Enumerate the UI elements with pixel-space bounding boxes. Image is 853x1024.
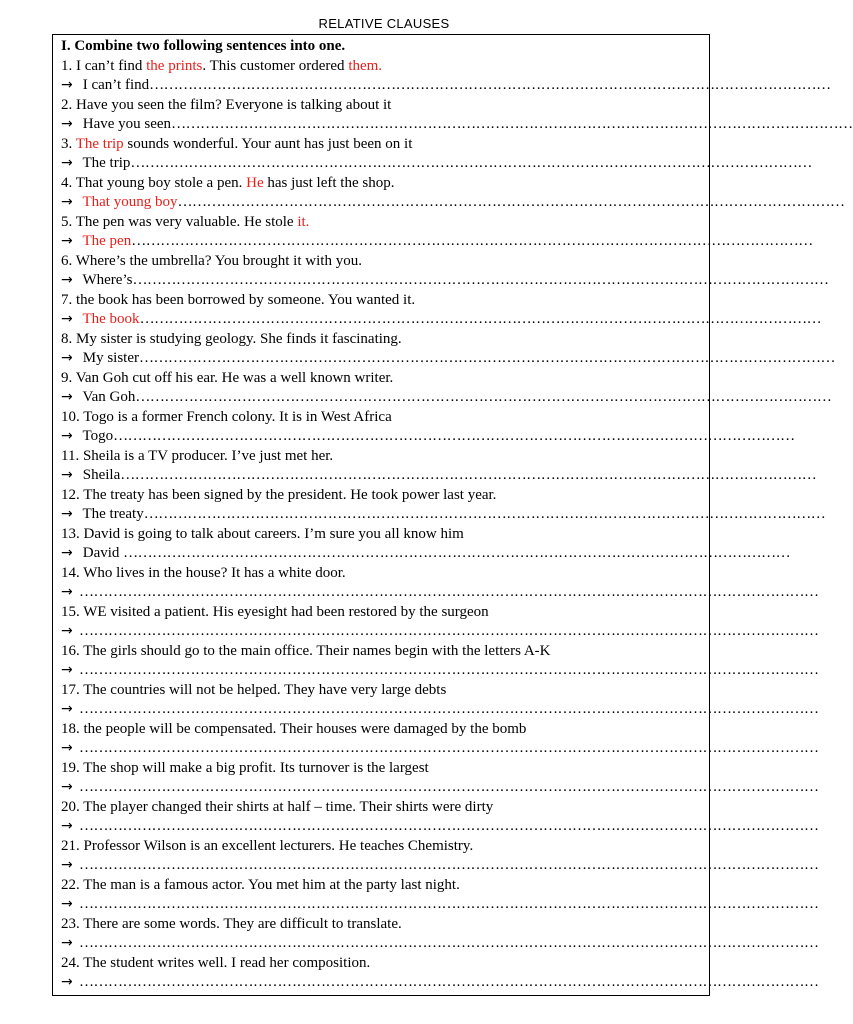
exercise-question-1: [61, 57, 709, 77]
answer-line-8[interactable]: [61, 349, 835, 369]
answer-blank[interactable]: ……………………………………………………………………………………………………………………………: [131, 233, 813, 249]
exercise-question-24: [61, 954, 709, 974]
text-segment: I can’t find: [79, 77, 150, 93]
arrow-right-icon: →: [61, 194, 73, 210]
text-segment: 16. The girls should go to the main office. Their names begin with the letters A-K: [61, 642, 551, 659]
text-segment: 19. The shop will make a big profit. Its turnover is the largest: [61, 759, 429, 776]
exercise-list: [61, 57, 853, 993]
text-segment: Van Goh: [79, 389, 136, 405]
text-segment: 11. Sheila is a TV producer. I’ve just met her.: [61, 447, 334, 464]
answer-blank[interactable]: ………………………………………………………………………………………………………………………………………: [79, 857, 819, 873]
answer-line-24[interactable]: [61, 973, 819, 993]
arrow-right-icon: →: [61, 77, 73, 93]
answer-line-21[interactable]: [61, 856, 819, 876]
exercise-question-12: [61, 486, 709, 506]
text-segment: 3.: [61, 135, 76, 152]
answer-line-9[interactable]: [61, 388, 832, 408]
exercise-question-20: [61, 798, 709, 818]
exercise-question-2: [61, 96, 709, 116]
text-segment: Togo: [79, 428, 114, 444]
text-segment: 15. WE visited a patient. His eyesight had been restored by the surgeon: [61, 603, 489, 620]
answer-blank[interactable]: ………………………………………………………………………………………………………………………………………: [79, 818, 819, 834]
answer-line-3[interactable]: [61, 154, 812, 174]
answer-line-13[interactable]: [61, 544, 791, 564]
answer-blank[interactable]: ……………………………………………………………………………………………………………………………: [139, 311, 822, 327]
text-segment: 18. the people will be compensated. Their houses were damaged by the bomb: [61, 720, 527, 737]
arrow-right-icon: →: [61, 701, 73, 717]
arrow-right-icon: →: [61, 233, 73, 249]
answer-line-16[interactable]: [61, 661, 819, 681]
answer-blank[interactable]: ………………………………………………………………………………………………………………………………………: [79, 584, 819, 600]
answer-line-1[interactable]: [61, 76, 831, 96]
answer-blank[interactable]: ………………………………………………………………………………………………………………………………………: [79, 974, 819, 990]
arrow-right-icon: →: [61, 974, 73, 990]
text-segment: 5. The pen was very valuable. He stole: [61, 213, 298, 230]
answer-line-6[interactable]: [61, 271, 829, 291]
arrow-right-icon: →: [61, 545, 73, 561]
exercise-question-18: [61, 720, 709, 740]
answer-line-10[interactable]: [61, 427, 795, 447]
answer-blank[interactable]: ……………………………………………………………………………………………………………………………: [130, 155, 812, 171]
answer-blank[interactable]: ………………………………………………………………………………………………………………………………………: [79, 935, 819, 951]
arrow-right-icon: →: [61, 818, 73, 834]
exercise-question-21: [61, 837, 709, 857]
exercise-question-11: [61, 447, 709, 467]
highlighted-text: That young boy: [82, 194, 178, 210]
text-segment: 7. the book has been borrowed by someone. You wanted it.: [61, 291, 416, 308]
text-segment: 20. The player changed their shirts at half – time. Their shirts were dirty: [61, 798, 494, 815]
arrow-right-icon: →: [61, 311, 73, 327]
text-segment: has just left the shop.: [263, 174, 395, 191]
answer-blank[interactable]: ………………………………………………………………………………………………………………………………: [132, 272, 829, 288]
exercise-question-7: [61, 291, 709, 311]
exercise-question-3: [61, 135, 709, 155]
arrow-right-icon: →: [61, 506, 73, 522]
exercise-question-10: [61, 408, 709, 428]
arrow-right-icon: →: [61, 272, 73, 288]
exercise-question-4: [61, 174, 709, 194]
text-segment: My sister: [79, 350, 139, 366]
arrow-right-icon: →: [61, 584, 73, 600]
answer-blank[interactable]: ………………………………………………………………………………………………………………………………: [135, 389, 832, 405]
text-segment: sounds wonderful. Your aunt has just been on it: [123, 135, 413, 152]
exercise-question-22: [61, 876, 709, 896]
exercise-question-5: [61, 213, 709, 233]
arrow-right-icon: →: [61, 623, 73, 639]
text-segment: David: [79, 545, 124, 561]
exercise-question-19: [61, 759, 709, 779]
answer-blank[interactable]: ………………………………………………………………………………………………………………………………………: [79, 662, 819, 678]
answer-blank[interactable]: ………………………………………………………………………………………………………………………………………: [79, 779, 819, 795]
text-segment: 1. I can’t find: [61, 57, 147, 74]
arrow-right-icon: →: [61, 740, 73, 756]
page-title: RELATIVE CLAUSES: [318, 16, 450, 31]
text-segment: Sheila: [79, 467, 121, 483]
text-segment: 2. Have you seen the film? Everyone is talking about it: [61, 96, 392, 113]
text-segment: 22. The man is a famous actor. You met him at the party last night.: [61, 876, 460, 893]
exercise-question-17: [61, 681, 709, 701]
text-segment: 4. That young boy stole a pen.: [61, 174, 247, 191]
exercise-question-15: [61, 603, 709, 623]
highlighted-text: the prints: [146, 57, 203, 74]
answer-blank[interactable]: …………………………………………………………………………………………………………………………: [123, 545, 791, 561]
text-segment: 23. There are some words. They are difficult to translate.: [61, 915, 402, 932]
arrow-right-icon: →: [61, 350, 73, 366]
answer-blank[interactable]: ………………………………………………………………………………………………………………………………: [139, 350, 835, 366]
text-segment: 6. Where’s the umbrella? You brought it with you.: [61, 252, 362, 269]
arrow-right-icon: →: [61, 935, 73, 951]
arrow-right-icon: →: [61, 662, 73, 678]
exercise-question-14: [61, 564, 709, 584]
arrow-right-icon: →: [61, 779, 73, 795]
answer-line-2[interactable]: [61, 115, 853, 135]
answer-line-4[interactable]: [61, 193, 845, 213]
arrow-right-icon: →: [61, 389, 73, 405]
answer-line-7[interactable]: [61, 310, 822, 330]
worksheet-box: [52, 34, 853, 996]
answer-blank[interactable]: ……………………………………………………………………………………………………………………………: [143, 506, 826, 522]
answer-line-19[interactable]: [61, 778, 819, 798]
answer-line-17[interactable]: [61, 700, 819, 720]
arrow-right-icon: →: [61, 155, 73, 171]
section-heading: I. Combine two following sentences into one.: [61, 38, 346, 54]
answer-line-20[interactable]: [61, 817, 819, 837]
arrow-right-icon: →: [61, 857, 73, 873]
exercise-question-8: [61, 330, 709, 350]
answer-blank[interactable]: ………………………………………………………………………………………………………………………………………: [79, 701, 819, 717]
answer-blank[interactable]: …………………………………………………………………………………………………………………………: [177, 194, 845, 210]
text-segment: 24. The student writes well. I read her composition.: [61, 954, 371, 971]
text-segment: . This customer ordered: [202, 57, 349, 74]
exercise-question-13: [61, 525, 709, 545]
arrow-right-icon: →: [61, 467, 73, 483]
exercise-question-9: [61, 369, 709, 389]
highlighted-text: The pen: [82, 233, 132, 249]
answer-blank[interactable]: ………………………………………………………………………………………………………………………………………: [79, 740, 819, 756]
answer-blank[interactable]: ……………………………………………………………………………………………………………………………: [113, 428, 795, 444]
answer-line-15[interactable]: [61, 622, 819, 642]
answer-line-12[interactable]: [61, 505, 826, 525]
text-segment: 13. David is going to talk about careers. I’m sure you all know him: [61, 525, 464, 542]
answer-line-18[interactable]: [61, 739, 819, 759]
highlighted-text: them.: [348, 57, 383, 74]
answer-line-11[interactable]: [61, 466, 817, 486]
arrow-right-icon: →: [61, 896, 73, 912]
answer-blank[interactable]: ……………………………………………………………………………………………………………………………: [149, 77, 831, 93]
text-segment: Where’s: [79, 272, 133, 288]
text-segment: Have you seen: [79, 116, 172, 132]
text-segment: 21. Professor Wilson is an excellent lecturers. He teaches Chemistry.: [61, 837, 474, 854]
text-segment: 17. The countries will not be helped. They have very large debts: [61, 681, 447, 698]
text-segment: 10. Togo is a former French colony. It is in West Africa: [61, 408, 392, 425]
answer-blank[interactable]: ……………………………………………………………………………………………………………………………: [171, 116, 853, 132]
highlighted-text: He: [246, 174, 264, 191]
answer-line-14[interactable]: [61, 583, 819, 603]
text-segment: 14. Who lives in the house? It has a white door.: [61, 564, 346, 581]
text-segment: The treaty: [79, 506, 144, 522]
exercise-question-16: [61, 642, 709, 662]
answer-line-5[interactable]: [61, 232, 813, 252]
exercise-question-23: [61, 915, 709, 935]
text-segment: The trip: [79, 155, 131, 171]
answer-line-22[interactable]: [61, 895, 819, 915]
highlighted-text: it.: [297, 213, 310, 230]
answer-line-23[interactable]: [61, 934, 819, 954]
arrow-right-icon: →: [61, 116, 73, 132]
answer-blank[interactable]: ………………………………………………………………………………………………………………………………………: [79, 896, 819, 912]
answer-blank[interactable]: ………………………………………………………………………………………………………………………………………: [79, 623, 819, 639]
text-segment: 8. My sister is studying geology. She finds it fascinating.: [61, 330, 402, 347]
highlighted-text: The trip: [75, 135, 124, 152]
arrow-right-icon: →: [61, 428, 73, 444]
text-segment: 9. Van Goh cut off his ear. He was a well known writer.: [61, 369, 394, 386]
text-segment: 12. The treaty has been signed by the president. He took power last year.: [61, 486, 497, 503]
exercise-question-6: [61, 252, 709, 272]
highlighted-text: The book: [82, 311, 140, 327]
answer-blank[interactable]: ………………………………………………………………………………………………………………………………: [120, 467, 817, 483]
